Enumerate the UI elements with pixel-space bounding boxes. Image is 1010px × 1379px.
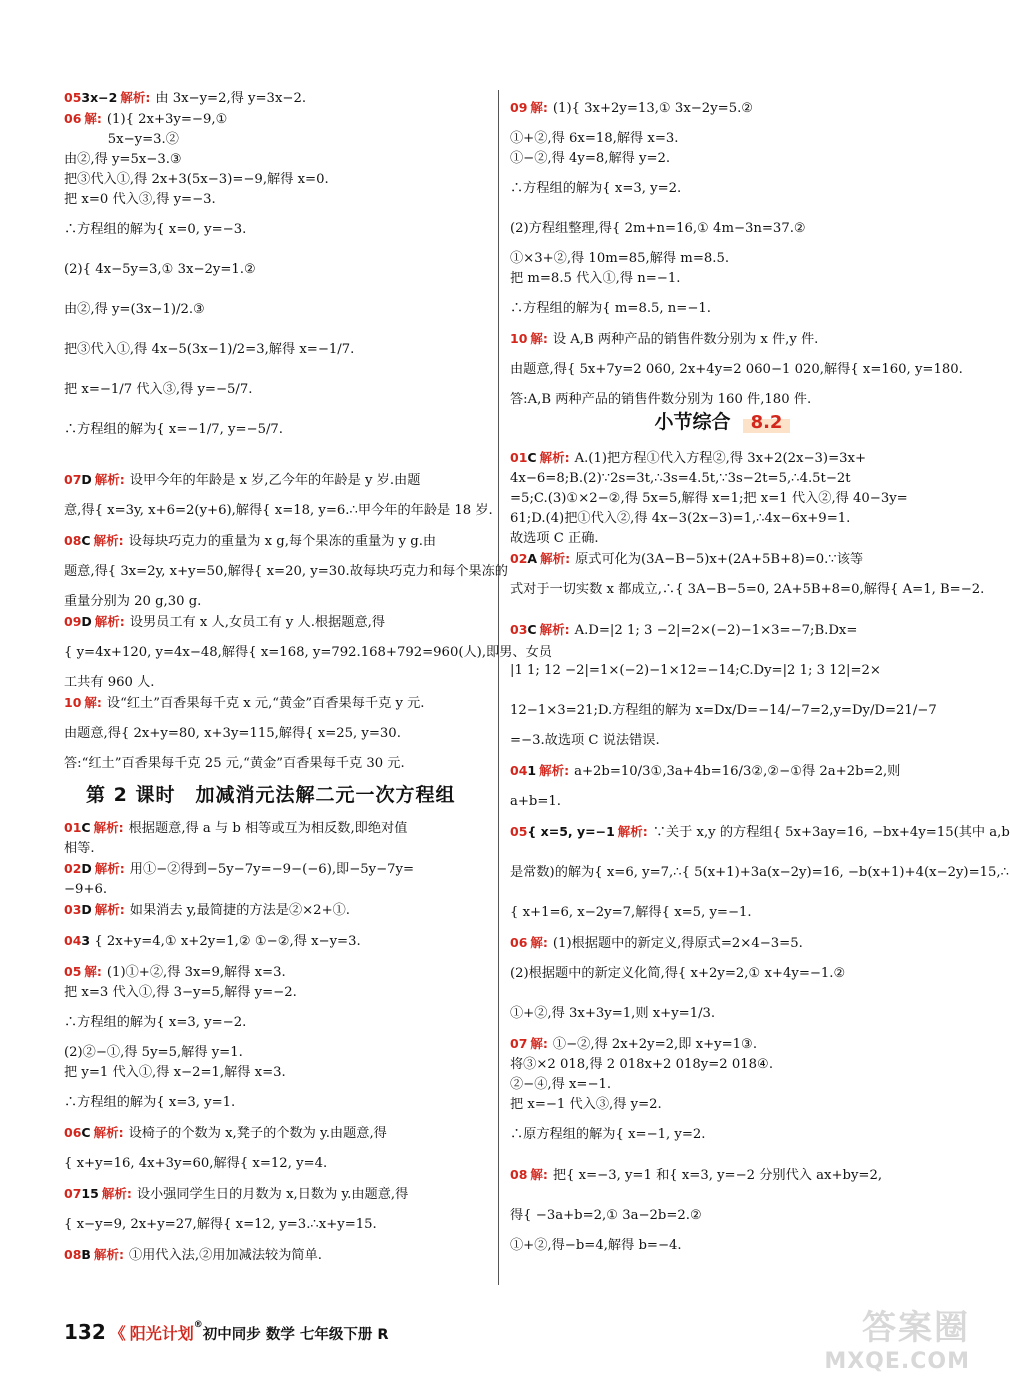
left-answers-part-2	[64, 818, 488, 1266]
answer-line	[510, 329, 935, 350]
answer-text: 由②,得 y=5x−3.③	[64, 152, 182, 167]
answer-line	[510, 1155, 935, 1196]
question-number: 02	[64, 861, 82, 876]
answer-text: { x+y=16, 4x+3y=60,解得{ x=12, y=4.	[64, 1156, 328, 1171]
answer-text: ∵关于 x,y 的方程组{ 5x+3ay=16, −bx+4y=15(其中 a,b	[652, 825, 1010, 840]
answer-tag: 解:	[84, 964, 102, 979]
answer-line	[510, 651, 935, 691]
answer-line	[64, 410, 488, 450]
answer-text: (2)根据题中的新定义化简,得{ x+2y=2,① x+4y=−1.②	[510, 966, 846, 981]
question-number: 08	[64, 533, 82, 548]
answer-line	[64, 210, 488, 250]
answer-choice: D	[81, 614, 92, 629]
answer-line	[64, 839, 488, 859]
answer-line	[510, 209, 935, 249]
answer-line	[64, 130, 488, 150]
answer-line	[510, 509, 935, 529]
answer-text: 把 x=−1/7 代入③,得 y=−5/7.	[64, 382, 253, 397]
brand-arrows: 《	[109, 1324, 126, 1343]
right-answers-part-1	[510, 88, 963, 410]
brand-name: 阳光计划	[129, 1324, 194, 1343]
answer-text: ∴原方程组的解为{ x=−1, y=2.	[510, 1127, 706, 1142]
book-title: 初中同步 数学 七年级下册 R	[202, 1327, 389, 1343]
answer-line	[64, 633, 552, 673]
answer-line	[64, 921, 488, 962]
question-number: 05	[64, 964, 82, 979]
answer-line	[64, 1063, 488, 1083]
answer-text: =−3.故选项 C 说法错误.	[510, 733, 660, 748]
answer-text: ①+②,得−b=4,解得 b=−4.	[510, 1238, 682, 1253]
answer-text: 如果消去 y,最简捷的方法是②×2+①.	[129, 903, 350, 918]
watermark-url: MXQE.COM	[824, 1349, 970, 1374]
answer-tag: 解析:	[539, 450, 570, 465]
answer-line	[510, 751, 935, 792]
answer-text: ∴方程组的解为{ x=3, y=2.	[510, 181, 682, 196]
answer-text: 把 x=0 代入③,得 y=−3.	[64, 192, 216, 207]
answer-line	[64, 88, 488, 109]
answer-text: 把 x=−1 代入③,得 y=2.	[510, 1097, 662, 1112]
answer-line	[510, 149, 935, 169]
answer-text: 设椅子的个数为 x,凳子的个数为 y.由题意,得	[128, 1126, 387, 1141]
answer-text: { x−y=9, 2x+y=27,解得{ x=12, y=3.∴x+y=15.	[64, 1217, 377, 1232]
answer-text: 由题意,得{ 2x+y=80, x+3y=115,解得{ x=25, y=30.	[64, 726, 401, 741]
answer-text: 由题意,得{ 5x+7y=2 060, 2x+4y=2 060−1 020,解得{ x=160, y=180.	[510, 362, 963, 377]
answer-text: 原式可化为(3A−B−5)x+(2A+5B+8)=0.∵该等	[575, 552, 864, 567]
answer-line	[64, 1083, 488, 1123]
answer-line	[64, 818, 488, 839]
answer-line	[510, 570, 985, 610]
answer-line	[64, 450, 488, 470]
answer-tag: 解:	[530, 1036, 548, 1051]
answer-text: ∴方程组的解为{ x=−1/7, y=−5/7.	[64, 422, 284, 437]
answer-text: A.(1)把方程①代入方程②,得 3x+2(2x−3)=3x+	[574, 451, 866, 466]
answer-text: 把③代入①,得 4x−5(3x−1)/2=3,解得 x=−1/7.	[64, 342, 355, 357]
answer-tag: 解析:	[93, 1125, 124, 1140]
answer-text: 由 3x−y=2,得 y=3x−2.	[155, 91, 307, 106]
answer-line	[510, 489, 935, 509]
answer-line	[64, 962, 488, 983]
answer-tag: 解析:	[93, 1247, 124, 1262]
answer-line	[510, 731, 935, 751]
answer-text: { x+1=6, x−2y=7,解得{ x=5, y=−1.	[510, 905, 752, 920]
answer-tag: 解析:	[93, 533, 124, 548]
answer-text: 故选项 C 正确.	[510, 531, 599, 546]
answer-text: ①−②,得 4y=8,解得 y=2.	[510, 151, 671, 166]
answer-line	[64, 109, 488, 130]
answer-line	[510, 893, 935, 933]
answer-line	[64, 1043, 488, 1063]
answer-line	[64, 673, 488, 693]
question-number: 08	[510, 1167, 528, 1182]
answer-line	[64, 491, 493, 531]
answer-text: 设 A,B 两种产品的销售件数分别为 x 件,y 件.	[552, 332, 819, 347]
question-number: 07	[64, 1186, 82, 1201]
section-badge: 8.2	[743, 413, 791, 433]
answer-text: 答:A,B 两种产品的销售件数分别为 160 件,180 件.	[510, 392, 812, 407]
column-divider	[498, 90, 499, 1285]
answer-line	[64, 983, 488, 1003]
right-column	[510, 88, 1010, 1256]
answer-line	[64, 552, 508, 592]
answer-line	[510, 954, 935, 994]
answer-text: ①+②,得 6x=18,解得 x=3.	[510, 131, 679, 146]
answer-choice: C	[81, 1125, 91, 1140]
answer-line	[64, 190, 488, 210]
answer-text: ①−②,得 2x+2y=2,即 x+y=1③.	[552, 1037, 758, 1052]
lesson-heading: 第 2 课时 加减消元法解二元一次方程组	[86, 784, 456, 806]
answer-choice: C	[81, 533, 91, 548]
answer-text: 把③代入①,得 2x+3(5x−3)=−9,解得 x=0.	[64, 172, 329, 187]
answer-choice: C	[81, 820, 91, 835]
answer-choice: D	[81, 861, 92, 876]
answer-line	[64, 170, 488, 190]
answer-text: 12−1×3=21;D.方程组的解为 x=Dx/D=−14/−7=2,y=Dy/D=21/−7	[510, 703, 937, 718]
question-number: 07	[510, 1036, 528, 1051]
answer-tag: 解析:	[101, 1186, 132, 1201]
answer-text: 把 x=3 代入①,得 3−y=5,解得 y=−2.	[64, 985, 297, 1000]
answer-line	[64, 612, 488, 633]
answer-choice: C	[527, 622, 537, 637]
right-answers-part-2	[510, 448, 1010, 1256]
answer-line	[64, 693, 488, 714]
answer-choice: C	[527, 450, 537, 465]
answer-text: 设每块巧克力的重量为 x g,每个果冻的重量为 y g.由	[128, 534, 437, 549]
question-number: 01	[64, 820, 82, 835]
answer-line	[510, 88, 935, 129]
answer-text: 是常数)的解为{ x=6, y=7,∴{ 5(x+1)+3a(x−2y)=16, −b(x+1)+4(x−2y)=15,∴	[510, 865, 1009, 880]
question-number: 07	[64, 472, 82, 487]
answer-text: 把 y=1 代入①,得 x−2=1,解得 x=3.	[64, 1065, 286, 1080]
answer-line	[510, 933, 935, 954]
answer-tag: 解:	[84, 695, 102, 710]
answer-tag: 解析:	[94, 861, 125, 876]
answer-line	[64, 1245, 488, 1266]
answer-line	[64, 754, 488, 774]
answer-text: 工共有 960 人.	[64, 675, 155, 690]
question-number: 10	[64, 695, 82, 710]
answer-line	[64, 592, 488, 612]
answer-text: 得{ −3a+b=2,① 3a−2b=2.②	[510, 1208, 702, 1223]
answer-tag: 解析:	[94, 472, 125, 487]
answer-text: ②−④,得 x=−1.	[510, 1077, 612, 1092]
answer-choice: 15	[81, 1186, 99, 1201]
answer-line	[64, 470, 488, 491]
answer-tag: 解析:	[617, 824, 648, 839]
answer-line	[510, 529, 935, 549]
page-number: 132	[64, 1320, 106, 1344]
answer-choice: 3	[81, 933, 91, 948]
answer-text: 答:“红土”百香果每千克 25 元,“黄金”百香果每千克 30 元.	[64, 756, 405, 771]
answer-tag: 解析:	[540, 551, 571, 566]
answer-line	[510, 289, 935, 329]
answer-line	[510, 1034, 935, 1055]
answer-text: (1)①+②,得 3x=9,解得 x=3.	[106, 965, 286, 980]
answer-line	[510, 448, 935, 469]
question-number: 10	[510, 331, 528, 346]
answer-tag: 解:	[84, 111, 102, 126]
answer-text: (1){ 2x+3y=−9,①	[106, 112, 228, 127]
answer-line	[64, 714, 488, 754]
answer-text: (1)根据题中的新定义,得原式=2×4−3=5.	[552, 936, 803, 951]
answer-tag: 解析:	[93, 820, 124, 835]
answer-text: 由②,得 y=(3x−1)/2.③	[64, 302, 205, 317]
question-number: 03	[510, 622, 528, 637]
answer-tag: 解析:	[120, 90, 151, 105]
answer-line	[510, 610, 935, 651]
answer-text: 设男员工有 x 人,女员工有 y 人.根据题意,得	[129, 615, 386, 630]
answer-tag: 解析:	[94, 614, 125, 629]
answer-text: 将③×2 018,得 2 018x+2 018y=2 018④.	[510, 1057, 774, 1072]
answer-line	[510, 994, 935, 1034]
answer-line	[510, 1095, 935, 1115]
answer-line	[64, 330, 488, 370]
answer-tag: 解:	[530, 331, 548, 346]
page-footer	[64, 1320, 389, 1344]
answer-text: (2){ 4x−5y=3,① 3x−2y=1.②	[64, 262, 256, 277]
answer-choice: B	[81, 1247, 91, 1262]
answer-text: 式对于一切实数 x 都成立,∴{ 3A−B−5=0, 2A+5B+8=0,解得{ A=1, B=−2.	[510, 582, 985, 597]
answer-line	[64, 880, 488, 900]
answer-line	[64, 1003, 488, 1043]
answer-text: −9+6.	[64, 882, 108, 897]
answer-text: (2)方程组整理,得{ 2m+n=16,① 4m−3n=37.②	[510, 221, 806, 236]
answer-text: 设“红土”百香果每千克 x 元,“黄金”百香果每千克 y 元.	[106, 696, 425, 711]
question-number: 09	[510, 100, 528, 115]
answer-text: 把 m=8.5 代入①,得 n=−1.	[510, 271, 681, 286]
answer-line	[64, 1144, 488, 1184]
section-summary-heading	[510, 412, 935, 442]
answer-line	[510, 249, 935, 269]
answer-line	[64, 1123, 488, 1144]
question-number: 05	[510, 824, 528, 839]
answer-text: 重量分别为 20 g,30 g.	[64, 594, 202, 609]
answer-choice: D	[81, 472, 92, 487]
answer-text: ①+②,得 3x+3y=1,则 x+y=1/3.	[510, 1006, 716, 1021]
section-title: 小节综合	[654, 411, 731, 433]
answer-line	[510, 469, 935, 489]
answer-line	[510, 691, 935, 731]
answer-text: ∴方程组的解为{ x=0, y=−3.	[64, 222, 247, 237]
answer-line	[64, 900, 488, 921]
registered-mark: ®	[193, 1320, 203, 1330]
answer-line	[64, 150, 488, 170]
answer-line	[510, 853, 1009, 893]
answer-text: ①用代入法,②用加减法较为简单.	[128, 1248, 322, 1263]
answer-text: { 2x+y=4,① x+2y=1,② ①−②,得 x−y=3.	[94, 934, 361, 949]
answer-tag: 解:	[530, 100, 548, 115]
question-number: 06	[64, 1125, 82, 1140]
answer-text: 根据题意,得 a 与 b 相等或互为相反数,即绝对值	[128, 821, 408, 836]
answer-line	[510, 549, 935, 570]
answer-text: 设甲今年的年龄是 x 岁,乙今年的年龄是 y 岁.由题	[129, 473, 421, 488]
watermark-logo-text: 答案圈	[862, 1308, 970, 1348]
answer-text: a+b=1.	[510, 794, 561, 809]
question-number: 05	[64, 90, 82, 105]
answer-text: 题意,得{ 3x=2y, x+y=50,解得{ x=20, y=30.故每块巧克力和每个果冻的	[64, 564, 508, 579]
answer-tag: 解析:	[539, 763, 570, 778]
question-number: 06	[64, 111, 82, 126]
question-number: 08	[64, 1247, 82, 1262]
answer-text: 61;D.(4)把①代入②,得 4x−3(2x−3)=1,∴4x−6x+9=1.	[510, 511, 851, 526]
answer-text: 用①−②得到−5y−7y=−9−(−6),即−5y−7y=	[129, 862, 415, 877]
answer-text: =5;C.(3)①×2−②,得 5x=5,解得 x=1;把 x=1 代入②,得 40−3y=	[510, 491, 908, 506]
answer-text: (2)②−①,得 5y=5,解得 y=1.	[64, 1045, 243, 1060]
answer-line	[510, 1115, 935, 1155]
answer-text: { y=4x+120, y=4x−48,解得{ x=168, y=792.168+792=960(人),即男、女员	[64, 645, 552, 660]
answer-line	[510, 792, 935, 812]
answer-text: 5x−y=3.②	[64, 132, 179, 147]
answer-text: 意,得{ x=3y, x+6=2(y+6),解得{ x=18, y=6.∴甲今年的年龄是 18 岁.	[64, 503, 493, 518]
answer-line	[510, 390, 935, 410]
answer-line	[64, 531, 488, 552]
answer-choice: 1	[527, 763, 537, 778]
question-number: 04	[510, 763, 528, 778]
answer-text: ∴方程组的解为{ x=3, y=−2.	[64, 1015, 247, 1030]
answer-line	[64, 859, 488, 880]
answer-line	[64, 250, 488, 290]
answer-tag: 解析:	[539, 622, 570, 637]
question-number: 06	[510, 935, 528, 950]
answer-line	[510, 1196, 935, 1236]
answer-line	[510, 812, 1010, 853]
answer-line	[64, 1184, 488, 1205]
answer-text: a+2b=10/3①,3a+4b=16/3②,②−①得 2a+2b=2,则	[574, 764, 901, 779]
answer-text: ①×3+②,得 10m=85,解得 m=8.5.	[510, 251, 730, 266]
answer-line	[510, 350, 963, 390]
answer-line	[64, 370, 488, 410]
answer-tag: 解:	[530, 935, 548, 950]
answer-choice: 3x−2	[81, 90, 118, 105]
question-number: 01	[510, 450, 528, 465]
answer-line	[64, 290, 488, 330]
answer-line	[510, 1055, 935, 1075]
answer-line	[510, 169, 935, 209]
answer-text: A.D=|2 1; 3 −2|=2×(−2)−1×3=−7;B.Dx=	[574, 623, 858, 638]
question-number: 04	[64, 933, 82, 948]
answer-text: (1){ 3x+2y=13,① 3x−2y=5.②	[552, 101, 754, 116]
answer-text: 4x−6=8;B.(2)∵2s=3t,∴3s=4.5t,∵3s−2t=5,∴4.5t−2t	[510, 471, 851, 486]
answer-choice: D	[81, 902, 92, 917]
answer-text: ∴方程组的解为{ x=3, y=1.	[64, 1095, 236, 1110]
question-number: 02	[510, 551, 528, 566]
answer-tag: 解:	[530, 1167, 548, 1182]
answer-line	[510, 1236, 935, 1256]
answer-text: 把{ x=−3, y=1 和{ x=3, y=−2 分别代入 ax+by=2,	[552, 1168, 883, 1183]
answer-text: |1 1; 12 −2|=1×(−2)−1×12=−14;C.Dy=|2 1; 3 12|=2×	[510, 663, 881, 678]
answer-line	[510, 1075, 935, 1095]
answer-line	[510, 129, 935, 149]
watermark	[824, 1300, 970, 1374]
answer-text: ∴方程组的解为{ m=8.5, n=−1.	[510, 301, 711, 316]
answer-choice: { x=5, y=−1	[527, 824, 615, 839]
answer-text: 设小强同学生日的月数为 x,日数为 y.由题意,得	[136, 1187, 409, 1202]
answer-text: 相等.	[64, 841, 95, 856]
answer-tag: 解析:	[94, 902, 125, 917]
answer-line	[64, 1205, 488, 1245]
question-number: 03	[64, 902, 82, 917]
answer-choice: A	[527, 551, 538, 566]
answer-line	[510, 269, 935, 289]
question-number: 09	[64, 614, 82, 629]
